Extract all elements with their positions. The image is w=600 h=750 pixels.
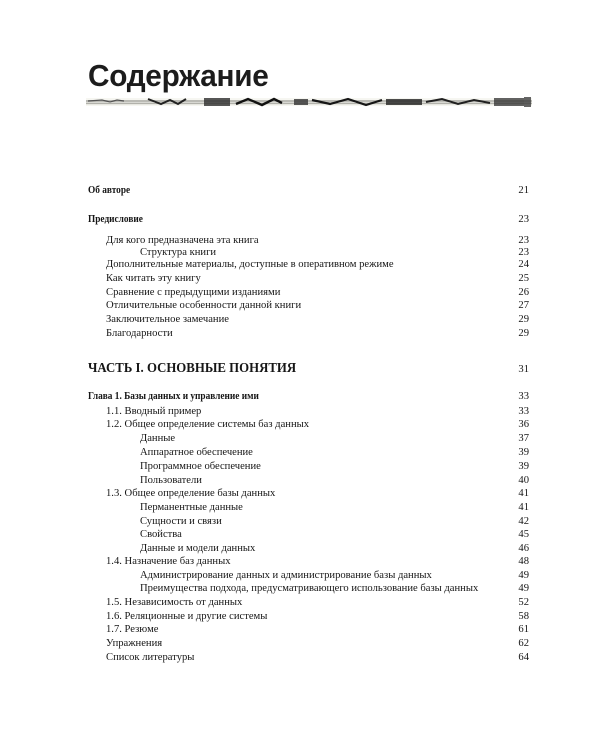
toc-entry-page-number: 29 xyxy=(518,328,529,339)
toc-entry-title: Упражнения xyxy=(106,638,163,649)
toc-entry-title: Для кого предназначена эта книга xyxy=(106,235,259,246)
toc-entry-page-number: 58 xyxy=(518,611,529,622)
toc-entry-title: Администрирование данных и администрирование базы данных xyxy=(140,570,432,581)
toc-entry-title: Дополнительные материалы, доступные в оперативном режиме xyxy=(106,259,394,270)
toc-entry-title: Данные xyxy=(140,433,176,444)
toc-entry-title: Преимущества подхода, предусматривающего использование базы данных xyxy=(140,583,479,594)
toc-entry-page-number: 37 xyxy=(518,433,529,444)
toc-entry-title: 1.1. Вводный пример xyxy=(106,406,202,417)
toc-entry-page-number: 64 xyxy=(518,652,529,663)
toc-entry-page-number: 26 xyxy=(518,287,529,298)
toc-entry-page-number: 61 xyxy=(518,624,529,635)
toc-entry-page-number: 52 xyxy=(518,597,529,608)
toc-entry-title: Пользователи xyxy=(140,475,202,486)
toc-entry-title: Сущности и связи xyxy=(140,516,222,527)
toc-entry-page-number: 45 xyxy=(518,529,529,540)
toc-entry-title: Аппаратное обеспечение xyxy=(140,447,253,458)
toc-entry-title: 1.4. Назначение баз данных xyxy=(106,556,231,567)
toc-entry-title: 1.3. Общее определение базы данных xyxy=(106,488,276,499)
toc-entry-page-number: 21 xyxy=(518,185,529,196)
toc-entry-title: 1.5. Независимость от данных xyxy=(106,597,243,608)
toc-entry-page-number: 49 xyxy=(518,583,529,594)
toc-entry-page-number: 29 xyxy=(518,314,529,325)
toc-entry-page-number: 41 xyxy=(518,488,529,499)
toc-entry-page-number: 48 xyxy=(518,556,529,567)
toc-entry-title: Список литературы xyxy=(106,652,195,663)
toc-entry-page-number: 23 xyxy=(518,214,529,225)
toc-entry-page-number: 39 xyxy=(518,461,529,472)
toc-entry-page-number: 27 xyxy=(518,300,529,311)
toc-entry-title: ЧАСТЬ I. ОСНОВНЫЕ ПОНЯТИЯ xyxy=(88,360,297,375)
toc-entry-page-number: 36 xyxy=(518,419,529,430)
toc-entry-title: 1.2. Общее определение системы баз данных xyxy=(106,419,310,430)
toc-entry-title: Структура книги xyxy=(140,247,217,258)
toc-entry-title: Предисловие xyxy=(88,214,143,225)
toc-entry-title: Сравнение с предыдущими изданиями xyxy=(106,287,281,298)
toc-entry-page-number: 31 xyxy=(518,364,529,375)
toc-entry-title: 1.6. Реляционные и другие системы xyxy=(106,611,268,622)
toc-entry-page-number: 23 xyxy=(518,247,529,258)
decorative-title-rule xyxy=(86,95,532,109)
toc-entry-title: Заключительное замечание xyxy=(106,314,229,325)
toc-entry-title: Об авторе xyxy=(88,185,131,196)
toc-entry-page-number: 25 xyxy=(518,273,529,284)
toc-entry-page-number: 40 xyxy=(518,475,529,486)
toc-entry-title: Данные и модели данных xyxy=(140,543,256,554)
toc-entry-page-number: 39 xyxy=(518,447,529,458)
toc-entry-page-number: 62 xyxy=(518,638,529,649)
toc-entry-page-number: 33 xyxy=(518,391,529,402)
toc-entry-title: Благодарности xyxy=(106,328,173,339)
toc-entry-title: Глава 1. Базы данных и управление ими xyxy=(88,391,259,402)
toc-entry-title: Перманентные данные xyxy=(140,502,243,513)
toc-entry-title: 1.7. Резюме xyxy=(106,624,159,635)
toc-entry-page-number: 41 xyxy=(518,502,529,513)
toc-entry-title: Программное обеспечение xyxy=(140,461,261,472)
toc-entry-page-number: 42 xyxy=(518,516,529,527)
toc-entry-title: Отличительные особенности данной книги xyxy=(106,300,302,311)
toc-entry-title: Как читать эту книгу xyxy=(106,273,201,284)
page-title: Содержание xyxy=(88,58,269,93)
toc-entry-page-number: 46 xyxy=(518,543,529,554)
toc-entry-page-number: 23 xyxy=(518,235,529,246)
toc-entry-title: Свойства xyxy=(140,529,182,540)
toc-entry-page-number: 33 xyxy=(518,406,529,417)
toc-entry-page-number: 24 xyxy=(518,259,529,270)
toc-entry-page-number: 49 xyxy=(518,570,529,581)
